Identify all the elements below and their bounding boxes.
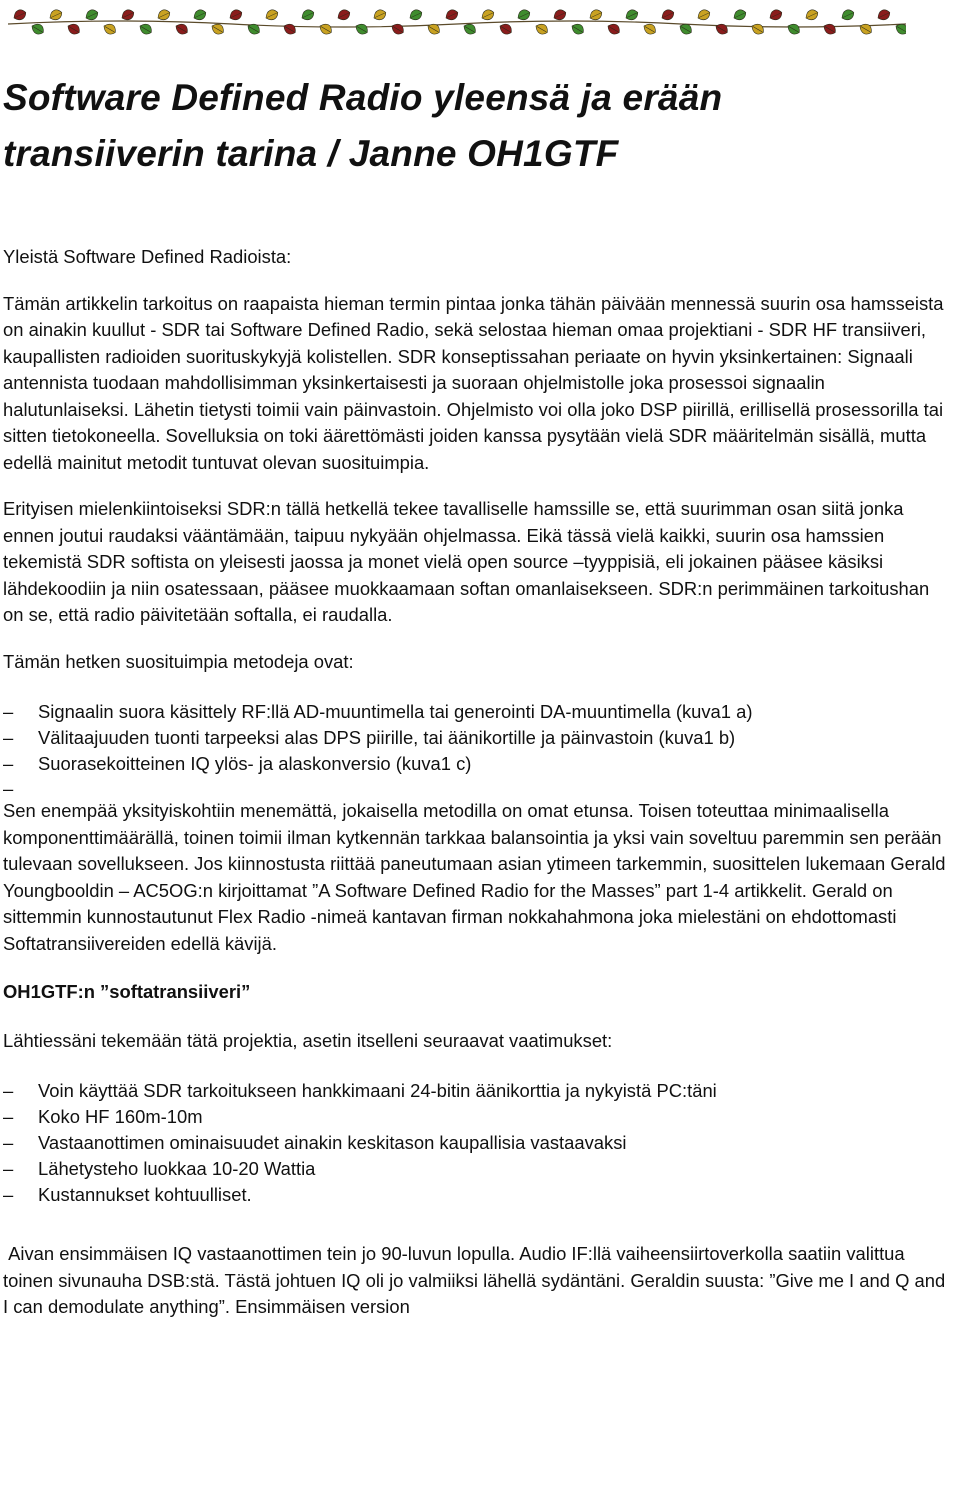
- paragraph-interest: Erityisen mielenkiintoiseksi SDR:n tällä hetkellä tekee tavalliselle hamssille se, että suurimman osan siitä jonka ennen joutui raudaksi vääntämään, taipuu nykyään ohjelmassa. Eikä tässä vielä kaikki, suurin osa hamssien tekemistä SDR softista on yleisesti jaossa ja monet vielä open source –tyyppisiä, eli jokainen pääsee käsiksi lähdekoodiin ja niin osatessaan, pääsee muokkaamaan softan omanlaisekseen. SDR:n perimmäinen tarkoitushan on se, että radio päivitetään softalla, ei raudalla.: [3, 498, 930, 625]
- requirements-intro: Lähtiessäni tekemään tätä projektia, asetin itselleni seuraavat vaatimukset:: [3, 1029, 613, 1051]
- list-item: – Kustannukset kohtuulliset.: [3, 1182, 953, 1208]
- list-item: – Välitaajuuden tuonti tarpeeksi alas DPS piirille, tai äänikortille ja päinvastoin (kuva1 b): [3, 725, 953, 751]
- paragraph-methods-comparison: Sen enempää yksityiskohtiin menemättä, jokaisella metodilla on omat etunsa. Toisen toteuttaa minimaalisella komponenttimäärällä, toinen toimii ilman kytkennän tarkkaa balansointia ja yksi vain soveltuu paremmin sen perään tulevaan sovellukseen. Jos kiinnostusta riittää paneutumaan asian ytimeen tarkemmin, suosittelen lukemaan Gerald Youngbooldin – AC5OG:n kirjoittamat ”A Software Defined Radio for the Masses” part 1-4 artikkelit. Gerald on sittemmin kunnostautunut Flex Radio -nimeä kantavan firman nokkahahmona joka mielestäni on ehdottomasti Softatransiivereiden edellä kävijä.: [3, 800, 946, 954]
- dash-bullet-icon: –: [3, 1106, 14, 1128]
- page-title-line-1: Software Defined Radio yleensä ja erään: [3, 77, 723, 118]
- leaf-garland-banner: [8, 4, 906, 38]
- list-item: – Koko HF 160m-10m: [3, 1104, 953, 1130]
- list-item: – Suorasekoitteinen IQ ylös- ja alaskonversio (kuva1 c): [3, 751, 953, 777]
- dash-bullet-icon: –: [3, 752, 14, 774]
- list-item: – Voin käyttää SDR tarkoitukseen hankkimaani 24-bitin äänikorttia ja nykyistä PC:täni: [3, 1078, 953, 1104]
- dash-bullet-icon: –: [3, 701, 14, 722]
- article-body: [3, 244, 953, 1321]
- dash-bullet-icon: –: [3, 778, 14, 800]
- dash-bullet-icon: –: [3, 726, 14, 748]
- page-title-line-2: transiiverin tarina / Janne OH1GTF: [3, 133, 619, 174]
- list-item: – Lähetysteho luokkaa 10-20 Wattia: [3, 1156, 953, 1182]
- requirements-list: [3, 1078, 953, 1207]
- list-item: – Signaalin suora käsittely RF:llä AD-muuntimella tai generointi DA-muuntimella (kuva1 a): [3, 699, 953, 725]
- methods-list: [3, 699, 953, 800]
- dash-bullet-icon: –: [3, 1131, 14, 1153]
- list-item: – Vastaanottimen ominaisuudet ainakin keskitason kaupallisia vastaavaksi: [3, 1130, 953, 1156]
- section-heading-project: OH1GTF:n ”softatransiiveri”: [3, 981, 251, 1003]
- page-title: [3, 70, 943, 182]
- leaf-garland-icon: [8, 4, 906, 38]
- methods-heading: Tämän hetken suosituimpia metodeja ovat:: [3, 650, 354, 672]
- dash-bullet-icon: –: [3, 1183, 14, 1205]
- paragraph-first-iq-receiver: Aivan ensimmäisen IQ vastaanottimen tein jo 90-luvun lopulla. Audio IF:llä vaiheensiirtoverkolla saatiin valittua toinen sivunauha DSB:stä. Tästä johtuen IQ oli jo valmiiksi lähellä sydäntäni. Geraldin suusta: ”Give me I and Q and I can demodulate anything”. Ensimmäisen version: [3, 1243, 951, 1318]
- paragraph-intro: Tämän artikkelin tarkoitus on raapaista hieman termin pintaa jonka tähän päivään mennessä suurin osa hamsseista on ainakin kuullut - SDR tai Software Defined Radio, sekä selostaa hieman omaa projektiani - SDR HF transiiveri, kaupallisten radioiden suorituskykyjä kolistellen. SDR konseptissahan periaate on hyvin yksinkertainen: Signaali antennista tuodaan mahdollisimman yksinkertaisesti ja suoraan ohjelmistolle joka prosessoi signaalin halutunlaiseksi. Lähetin tietysti toimii vain päinvastoin. Ohjelmisto voi olla joko DSP piirillä, erillisellä prosessorilla tai sitten tietokoneella. Sovelluksia on toki äärettömästi joiden kanssa pysytään vielä SDR määritelmän sisällä, mutta edellä mainitut metodit tuntuvat olevan suosituimpia.: [3, 292, 944, 473]
- dash-bullet-icon: –: [3, 1157, 14, 1179]
- section-heading-general: Yleistä Software Defined Radioista:: [3, 246, 292, 267]
- dash-bullet-icon: –: [3, 1080, 14, 1102]
